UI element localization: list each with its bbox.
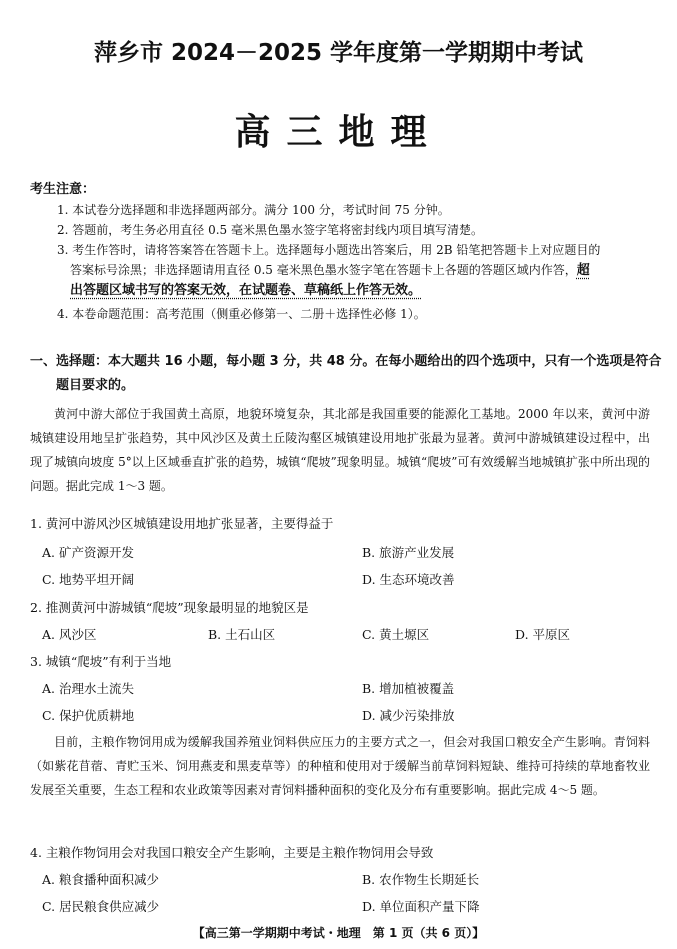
notice-item-4: 4. 本卷命题范围：高考范围（侧重必修第一、二册＋选择性必修 1）。: [57, 307, 426, 321]
notice-item-3b-text: 答案标号涂黑；非选择题请用直径 0.5 毫米黑色墨水签字笔在答题卡上各题的答题区域内作答，: [70, 263, 577, 277]
question-3-option-d: D. 减少污染排放: [362, 708, 455, 723]
question-2-option-d: D. 平原区: [515, 627, 571, 642]
section-heading: [30, 350, 662, 398]
question-4-option-a: A. 粮食播种面积减少: [42, 872, 159, 887]
notice-item-1: 1. 本试卷分选择题和非选择题两部分。满分 100 分，考试时间 75 分钟。: [57, 203, 450, 217]
page-footer: 【高三第一学期期中考试・地理 第 1 页（共 6 页）】: [192, 926, 485, 940]
question-4-option-b: B. 农作物生长期延长: [362, 872, 480, 887]
question-3-option-a: A. 治理水土流失: [42, 681, 134, 696]
exam-title: 萍乡市 2024－2025 学年度第一学期期中考试: [93, 40, 584, 66]
question-4-option-c: C. 居民粮食供应减少: [42, 899, 160, 914]
subject-title: 高三地理: [234, 112, 443, 153]
passage-1-text: 黄河中游大部位于我国黄土高原，地貌环境复杂，其北部是我国重要的能源化工基地。2000 年以来，黄河中游城镇建设用地呈扩张趋势，其中风沙区及黄土丘陵沟壑区城镇建设用地扩张最为显著。黄河中游城镇建设过程中，出现了城镇向坡度 5°以上区域垂直扩张的趋势，城镇“爬坡”现象明显。城镇“爬坡”可有效缓解当地城镇扩张中所出现的问题。据此完成 1～3 题。: [30, 407, 650, 493]
question-2-option-a: A. 风沙区: [42, 627, 97, 642]
question-3-option-b: B. 增加植被覆盖: [362, 681, 455, 696]
passage-2-text: 目前，主粮作物饲用成为缓解我国养殖业饲料供应压力的主要方式之一，但会对我国口粮安全产生影响。青饲料（如紫花苜蓿、青贮玉米、饲用燕麦和黑麦草等）的种植和使用对于缓解当前草饲料短缺、维持可持续的草地畜牧业发展至关重要，生态工程和农业政策等因素对青饲料播种面积的变化及分布有重要影响。据此完成 4～5 题。: [30, 735, 650, 797]
question-4-stem: 4. 主粮作物饲用会对我国口粮安全产生影响，主要是主粮作物饲用会导致: [30, 845, 434, 860]
section-heading-line-1: 一、选择题：本大题共 16 小题，每小题 3 分，共 48 分。在每小题给出的四个选项中，只有一个选项是符合: [30, 354, 662, 369]
notice-item-3b: [70, 262, 590, 279]
question-1-option-d: D. 生态环境改善: [362, 572, 455, 587]
question-1-option-a: A. 矿产资源开发: [42, 545, 134, 560]
question-2-option-c: C. 黄土塬区: [362, 627, 430, 642]
question-3-stem: 3. 城镇“爬坡”有利于当地: [30, 654, 172, 669]
question-4-option-d: D. 单位面积产量下降: [362, 899, 480, 914]
question-1-option-c: C. 地势平坦开阔: [42, 572, 135, 587]
passage-1: [30, 402, 650, 498]
question-1-option-b: B. 旅游产业发展: [362, 545, 455, 560]
notice-warning-2-text: 出答题区域书写的答案无效，在试题卷、草稿纸上作答无效。: [70, 283, 422, 298]
notice-warning-1: 超: [576, 263, 590, 278]
question-2-stem: 2. 推测黄河中游城镇“爬坡”现象最明显的地貌区是: [30, 600, 309, 615]
notice-item-2: 2. 答题前，考生务必用直径 0.5 毫米黑色墨水签字笔将密封线内项目填写清楚。: [57, 223, 483, 237]
question-2-option-b: B. 土石山区: [208, 627, 276, 642]
section-heading-line-2: 题目要求的。: [56, 378, 135, 393]
notice-item-3a: 3. 考生作答时，请将答案答在答题卡上。选择题每小题选出答案后，用 2B 铅笔把答题卡上对应题目的: [57, 243, 601, 257]
notice-warning-2: [70, 283, 421, 299]
notice-heading: 考生注意：: [30, 182, 96, 197]
passage-2: [30, 730, 650, 802]
question-1-stem: 1. 黄河中游风沙区城镇建设用地扩张显著，主要得益于: [30, 516, 334, 531]
question-3-option-c: C. 保护优质耕地: [42, 708, 135, 723]
